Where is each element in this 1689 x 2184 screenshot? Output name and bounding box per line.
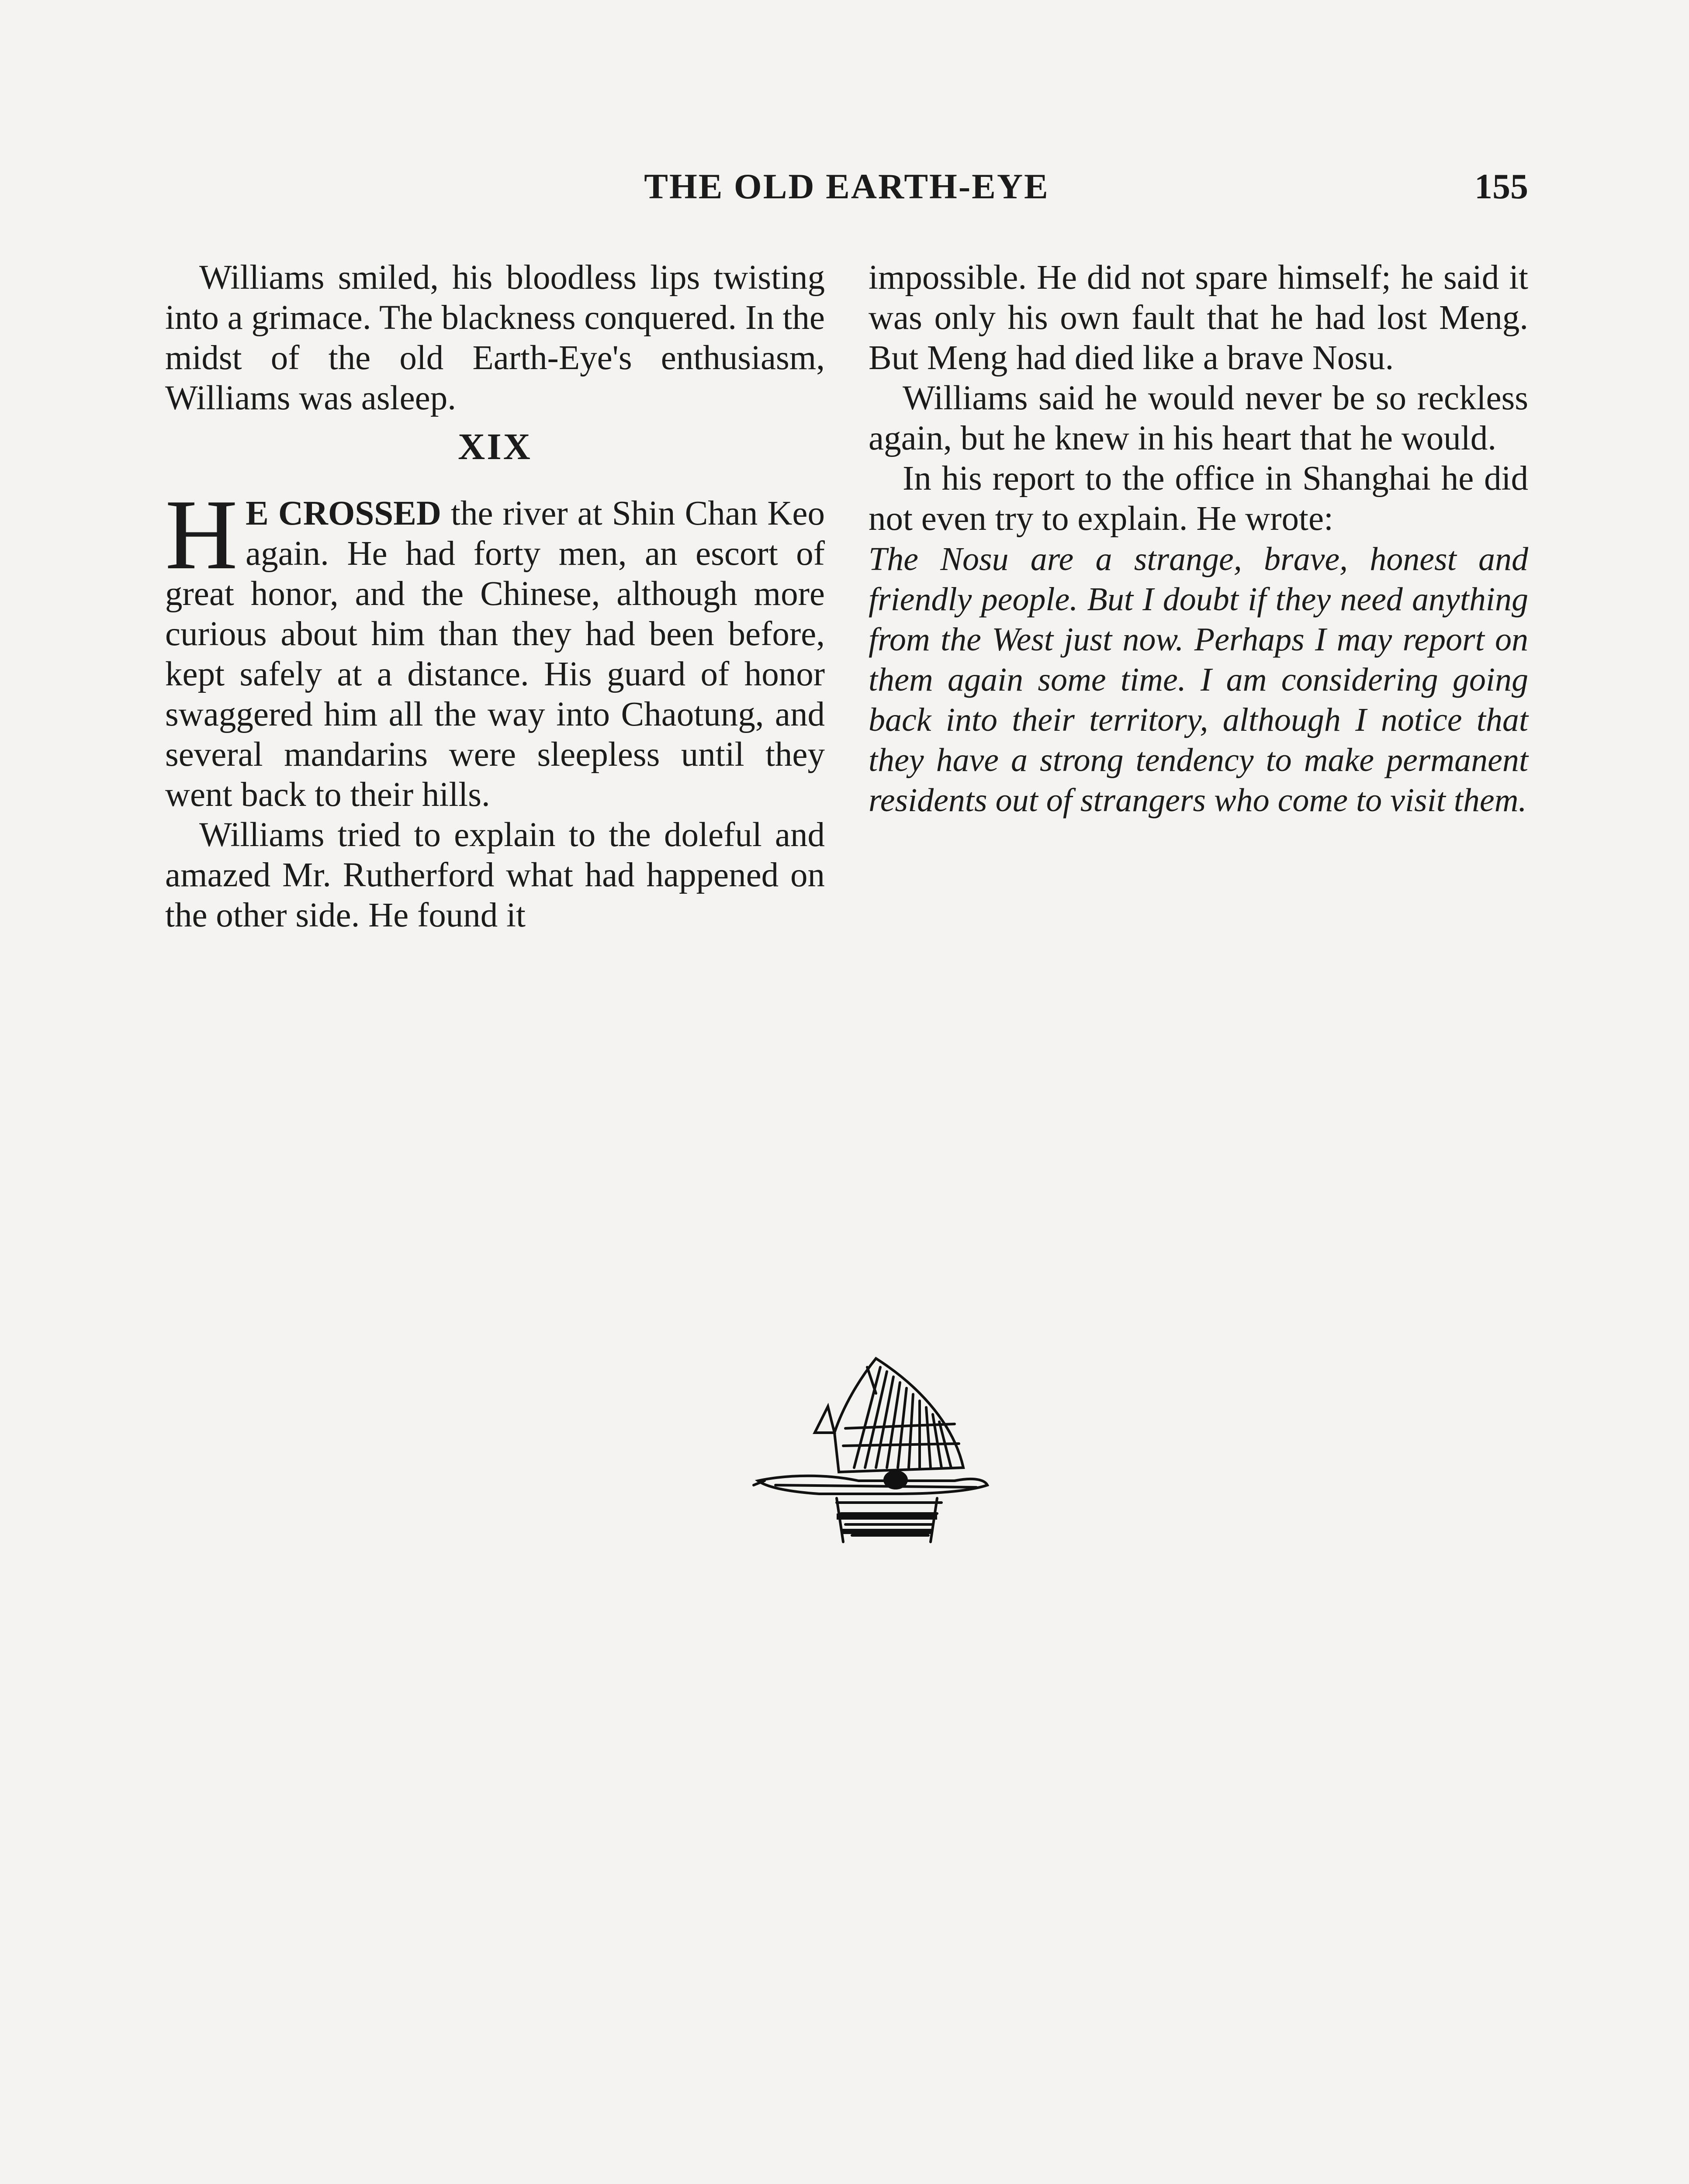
running-title: THE OLD EARTH-EYE [644, 166, 1049, 206]
paragraph: Williams tried to explain to the doleful and amazed Mr. Rutherford what had happened on the other side. He found it [165, 816, 825, 934]
paragraph: Williams smiled, his bloodless lips twisting into a grimace. The blackness conquered. In the midst of the old Earth-Eye's enthusiasm, Williams was asleep. [165, 259, 825, 417]
lead-caps: E CROSSED [246, 494, 441, 532]
paragraph: impossible. He did not spare himself; he said it was only his own fault that he had lost Meng. But Meng had died like a brave Nosu. [869, 259, 1528, 377]
paragraph: Williams said he would never be so reckless again, but he knew in his heart that he would. [869, 379, 1528, 457]
report-quote: The Nosu are a strange, brave, honest and friendly people. But I doubt if they need anything from the West just now. Perhaps I may report on them again some time. I am considering going back into their territory, although I notice that they have a strong tendency to make permanent residents out of strangers who come to visit them. [869, 541, 1528, 819]
paragraph: In his report to the office in Shanghai he did not even try to explain. He wrote: [869, 460, 1528, 538]
drop-cap: H [165, 479, 238, 590]
page-number: 155 [1474, 166, 1528, 206]
left-column [165, 258, 825, 936]
junk-boat-icon [749, 1341, 994, 1559]
right-column [869, 258, 1528, 820]
chapter-number: XIX [458, 425, 532, 467]
chapter-opening-paragraph [165, 479, 825, 815]
paragraph-text: the river at Shin Chan Keo again. He had forty men, an escort of great honor, and the Chinese, although more curious about him than they had been before, kept safely at a distance. His guard of honor swaggered him all the way into Chaotung, and several mandarins were sleepless until they went back to their hills. [165, 494, 825, 814]
running-head [165, 166, 1528, 218]
